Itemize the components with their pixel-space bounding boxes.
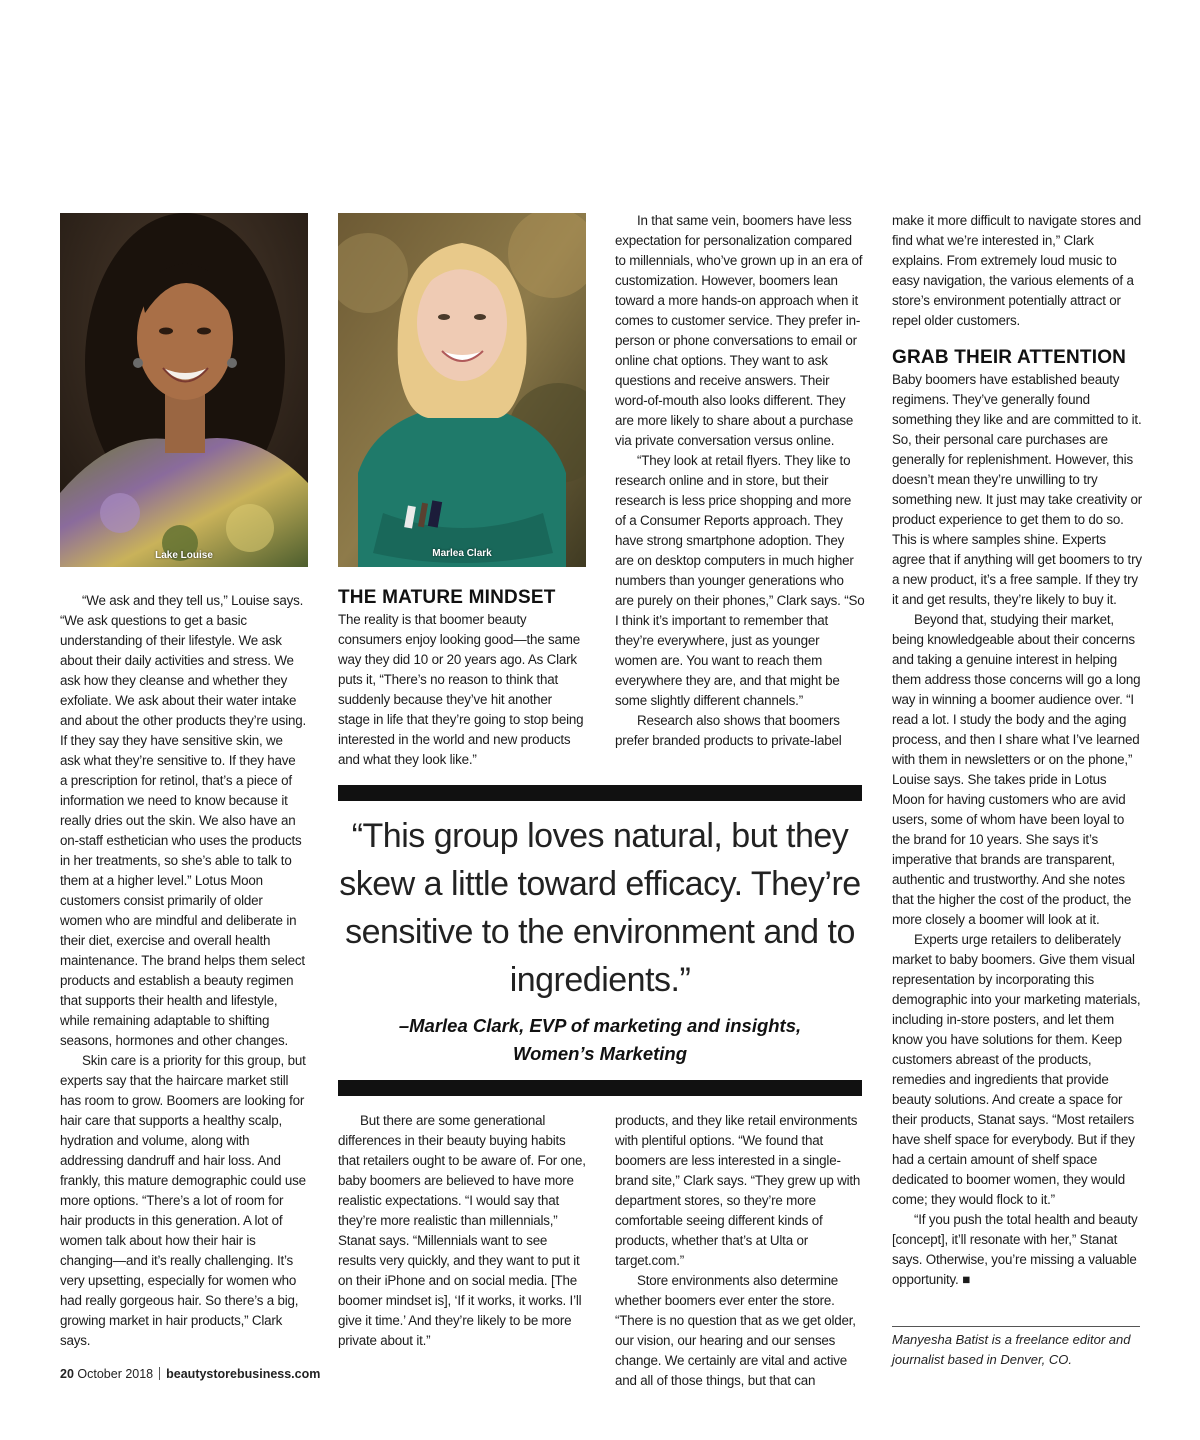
section-heading-grab-attention: GRAB THEIR ATTENTION [892, 347, 1127, 368]
pullquote-bottom-rule [338, 1080, 862, 1096]
column-3-bottom [615, 1111, 865, 1391]
paragraph: “We ask and they tell us,” Louise says. “We ask questions to get a basic understanding of their lifestyle. We ask about their daily activities and stress. We ask how they cleanse and whether they exfoliate. We ask about their water intake and about the other products they’re using. If they say they have sensitive skin, we ask what they’re sensitive to. If they have a prescription for retinol, that’s a piece of information we need to know because it really dries out the skin. We also have an on-staff esthetician who uses the products in her treatments, so she’s able to talk to them at a higher level.” Lotus Moon customers consist primarily of older women who are mindful and deliberate in their diet, exercise and overall health maintenance. The brand helps them select products and establish a beauty regimen that supports their health and lifestyle, while remaining adaptable to shifting seasons, hormones and other changes. [60, 593, 306, 1048]
photo-caption-marlea-clark: Marlea Clark [432, 548, 492, 559]
paragraph: Beyond that, studying their market, being knowledgeable about their concerns and taking a genuine interest in helping them address those concerns will go a long way in winning a boomer audience over. “I read a lot. I study the body and the aging process, and then I share what I’ve learned with them in newsletters or on the phone,” Louise says. She takes pride in Lotus Moon for having customers who are avid users, some of whom have been loyal to the brand for 10 years. She says it’s imperative that brands are transparent, authentic and trustworthy. And she notes that the higher the cost of the product, the more closely a boomer will look at it. [892, 612, 1141, 927]
photo-caption-lake-louise: Lake Louise [155, 550, 213, 561]
page-footer [60, 1367, 320, 1381]
column-2-bottom [338, 1111, 586, 1351]
paragraph: make it more difficult to navigate stores and find what we’re interested in,” Clark explains. From extremely loud music to easy navigation, the various elements of a store’s environment potentially attract or repel older customers. [892, 213, 1142, 328]
pullquote-top-rule [338, 785, 862, 801]
website-link[interactable]: beautystorebusiness.com [166, 1367, 321, 1381]
paragraph: But there are some generational differences in their beauty buying habits that retailers ought to be aware of. For one, baby boomers are believed to have more realistic expectations. “I would say that they’re more realistic than millennials,” Stanat says. “Millennials want to see results very quickly, and they want to put it on their iPhone and on social media. [The boomer mindset is], ‘If it works, it works. I’ll give it time.’ And they’re likely to be more private about it.” [338, 1113, 586, 1348]
paragraph: products, and they like retail environments with plentiful options. “We found that boomers are less interested in a single-brand site,” Clark says. “They grew up with department stores, so they’re more comfortable seeing different kinds of products, whether that’s at Ulta or target.com.” [615, 1113, 861, 1268]
footer-separator [159, 1367, 160, 1380]
paragraph: Skin care is a priority for this group, but experts say that the haircare market still has room to grow. Boomers are looking for hair care that supports a healthy scalp, hydration and volume, along with addressing dandruff and hair loss. And frankly, this mature demographic could use more options. “There’s a lot of room for hair products in this generation. A lot of women talk about how their hair is changing—and it’s really challenging. It’s very upsetting, especially for women who had really gorgeous hair. So there’s a big, growing market in hair products,” Clark says. [60, 1053, 306, 1348]
attribution-line-1: –Marlea Clark, EVP of marketing and insights, [398, 1015, 802, 1036]
paragraph: Store environments also determine whether boomers ever enter the store. “There is no question that as we get older, our vision, our hearing and our senses change. We certainly are vital and active and all of those things, but that can [615, 1273, 856, 1388]
paragraph: Experts urge retailers to deliberately market to baby boomers. Give them visual representation by incorporating this demographic into your marketing materials, including in-store posters, and let them know you have solutions for them. Keep customers abreast of the products, remedies and ingredients that provide beauty solutions. And create a space for their products, Stanat says. “Most retailers have shelf space for everybody. But if they had a certain amount of shelf space dedicated to boomer women, they would come; they would flock to it.” [892, 932, 1141, 1207]
portrait-woman-blonde [338, 213, 586, 567]
paragraph: In that same vein, boomers have less expectation for personalization compared to millennials, who’ve grown up in an era of customization. However, boomers lean toward a more hands-on approach when it comes to customer service. They prefer in-person or phone conversations to email or online chat options. They want to ask questions and receive answers. Their word-of-mouth also looks different. They are more likely to share about a purchase via private conversation versus online. [615, 213, 863, 448]
portrait-woman-dark-hair [60, 213, 308, 567]
paragraph: “They look at retail flyers. They like to research online and in store, but their research is less price shopping and more of a Consumer Reports approach. They have strong smartphone adoption. They are on desktop computers in much higher numbers than younger generations who are purely on their phones,” Clark says. “So I think it’s important to remember that they’re everywhere, just as younger women are. You want to reach them everywhere they are, and that might be some slightly different channels.” [615, 453, 865, 708]
photo-lake-louise [60, 213, 308, 567]
paragraph: Baby boomers have established beauty regimens. They’ve generally found something they like and are committed to it. So, their personal care purchases are generally for replenishment. However, this doesn’t mean they’re unwilling to try something new. It just may take creativity or product experience to get them to do so. This is where samples shine. Experts agree that if anything will get boomers to try a new product, it’s a free sample. If they try it and get results, they’re likely to buy it. [892, 372, 1142, 607]
paragraph: “If you push the total health and beauty [concept], it’ll resonate with her,” Stanat says. Otherwise, you’re missing a valuable opportunity. ■ [892, 1212, 1138, 1287]
section-heading-mature-mindset: THE MATURE MINDSET [338, 587, 556, 608]
attribution-line-2: Women’s Marketing [512, 1043, 688, 1064]
issue-date: October 2018 [77, 1367, 154, 1381]
author-bio: Manyesha Batist is a freelance editor and journalist based in Denver, CO. [892, 1332, 1131, 1367]
pullquote-text: “This group loves natural, but they skew a little toward efficacy. They’re sensitive to the environment and to ingredients.” [339, 817, 861, 999]
column-3-top [615, 211, 865, 751]
bio-divider [892, 1326, 1140, 1327]
paragraph: Research also shows that boomers prefer branded products to private-label [615, 713, 842, 748]
paragraph: The reality is that boomer beauty consumers enjoy looking good—the same way they did 10 or 20 years ago. As Clark puts it, “There’s no reason to think that suddenly because they’ve hit another stage in life that they’re going to stop being interested in the world and new products and what they look like.” [338, 612, 584, 767]
column-2-top [338, 587, 586, 770]
photo-marlea-clark [338, 213, 586, 567]
page-number: 20 [60, 1367, 74, 1381]
column-4 [892, 211, 1142, 1290]
column-1 [60, 591, 306, 1351]
pullquote-attribution [338, 1012, 862, 1068]
